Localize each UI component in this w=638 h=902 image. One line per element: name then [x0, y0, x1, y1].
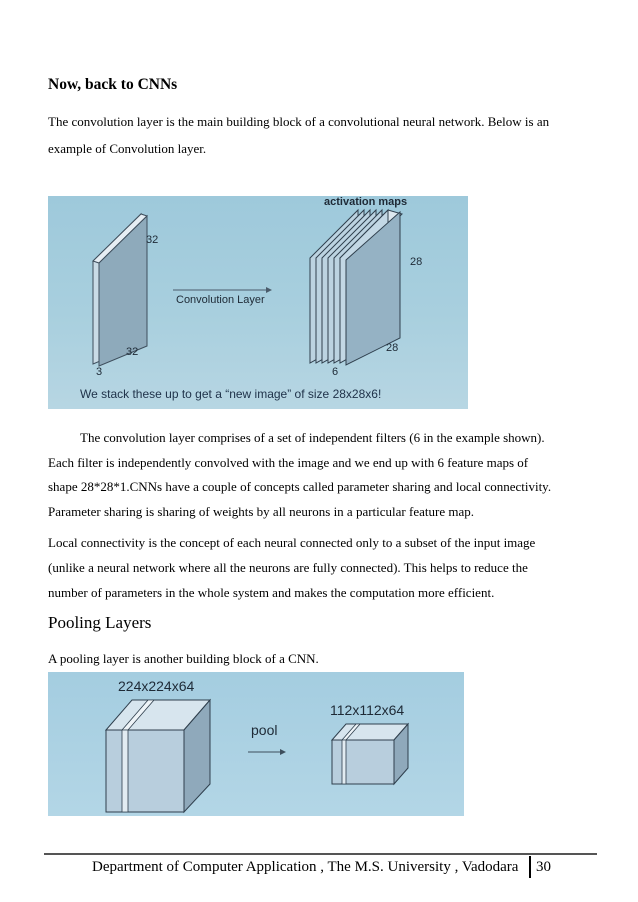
paragraph-line: Each filter is independently convolved with the image and we end up with 6 feature maps of [48, 455, 529, 470]
section-heading-cnns: Now, back to CNNs [48, 76, 178, 93]
paragraph-line: The convolution layer is the main building block of a convolutional neural network. Below is an [48, 114, 550, 129]
footer-rule [44, 853, 597, 855]
activation-maps-label: activation maps [324, 196, 408, 208]
pool-output-size-label: 112x112x64 [330, 702, 405, 718]
paragraph-line: A pooling layer is another building block of a CNN. [48, 651, 319, 666]
output-slice-front [342, 740, 346, 784]
input-depth-label: 3 [96, 366, 103, 378]
paragraph-line: number of parameters in the whole system and makes the computation more efficient. [48, 585, 495, 600]
convolution-layer-label: Convolution Layer [176, 294, 265, 306]
page-number: 30 [536, 859, 551, 875]
pooling-layer-figure [48, 672, 464, 816]
input-volume-front [106, 730, 184, 812]
paragraph-line: The convolution layer comprises of a set of independent filters (6 in the example shown). [80, 430, 545, 445]
pooling-diagram [48, 672, 464, 816]
paragraph-line: Local connectivity is the concept of each neural connected only to a subset of the input image [48, 535, 536, 550]
paragraph-line: Parameter sharing is sharing of weights by all neurons in a particular feature map. [48, 504, 474, 519]
input-slice-front [122, 730, 128, 812]
convolution-layer-figure [48, 196, 468, 409]
pool-label: pool [251, 722, 278, 738]
input-height-label: 32 [146, 234, 159, 246]
paragraph-line: (unlike a neural network where all the neurons are fully connected). This helps to reduce the [48, 560, 528, 575]
arrow-head [280, 749, 286, 755]
section-heading-pooling: Pooling Layers [48, 613, 152, 632]
output-width-label: 28 [386, 342, 399, 354]
output-height-label: 28 [410, 256, 423, 268]
paragraph-line: shape 28*28*1.CNNs have a couple of concepts called parameter sharing and local connectivity. [48, 479, 552, 494]
output-volume-front [332, 740, 394, 784]
paragraph-line: example of Convolution layer. [48, 141, 207, 156]
pool-input-size-label: 224x224x64 [118, 678, 195, 694]
figure1-caption: We stack these up to get a “new image” of size 28x28x6! [80, 387, 382, 401]
page-number-divider [529, 856, 531, 878]
output-depth-label: 6 [332, 366, 339, 378]
footer-text: Department of Computer Application , The M.S. University , Vadodara [92, 859, 519, 875]
input-width-label: 32 [126, 346, 139, 358]
arrow-head [266, 287, 272, 293]
